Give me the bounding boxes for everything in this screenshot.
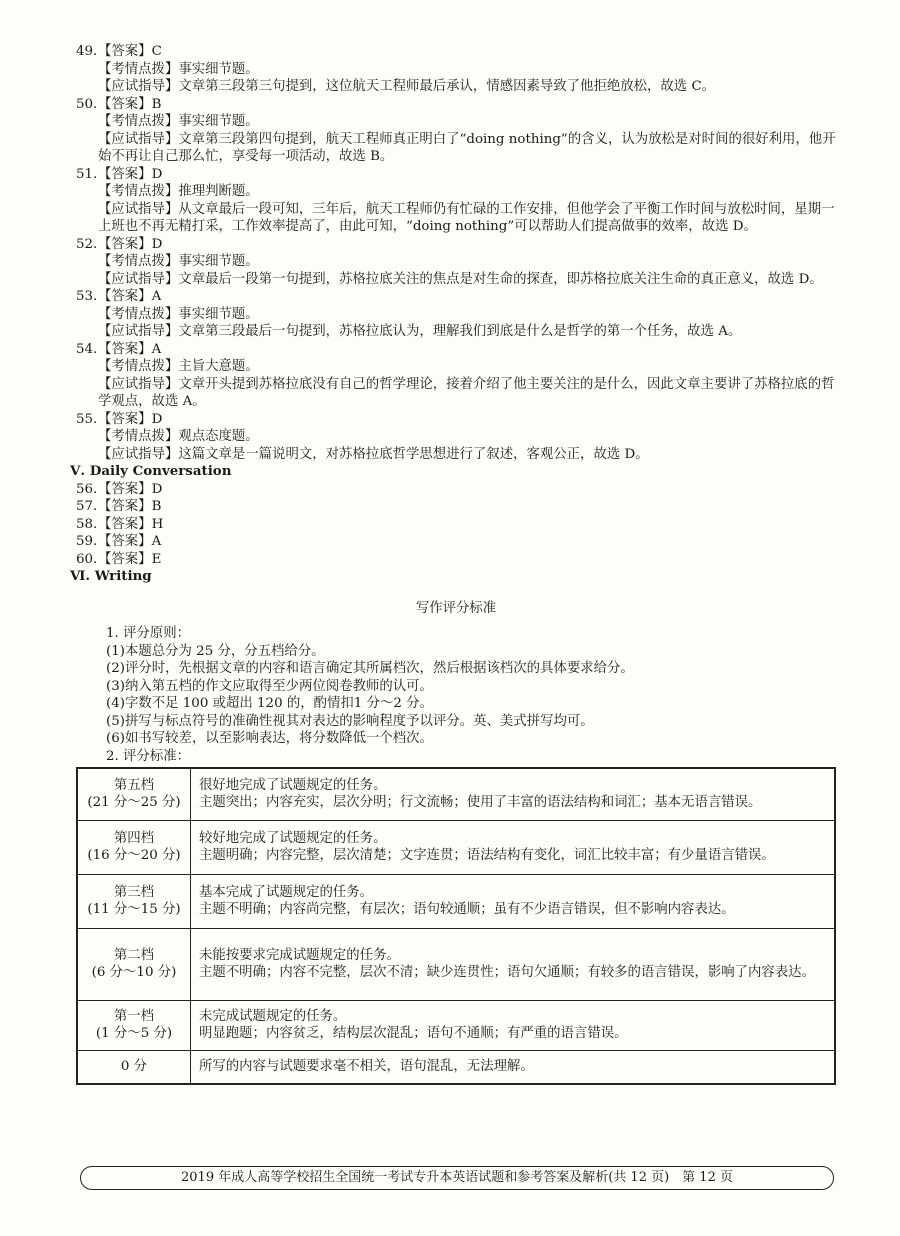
description-summary: 很好地完成了试题规定的任务。 (199, 777, 387, 793)
answer-line (76, 533, 836, 551)
guide-label: 【应试指导】 (98, 376, 179, 392)
principle-item: (1)本题总分为 25 分，分五档给分。 (106, 643, 325, 659)
level-name: 第一档 (113, 1008, 155, 1024)
answer-label: 【答案】 (98, 411, 152, 427)
question-number: 50. (76, 96, 98, 112)
answer-value: B (151, 96, 162, 112)
answer-block (76, 236, 836, 289)
answer-label: 【答案】 (98, 516, 152, 532)
table-row (77, 874, 835, 928)
answer-line (76, 551, 836, 569)
principle-item: (5)拼写与标点符号的准确性视其对表达的影响程度予以评分。英、美式拼写均可。 (106, 713, 594, 729)
section-heading-writing: Ⅵ. Writing (70, 568, 152, 584)
tip-label: 【考情点拨】 (98, 359, 179, 374)
principle-item: (2)评分时，先根据文章的内容和语言确定其所属档次，然后根据该档次的具体要求给分。 (106, 661, 634, 676)
answer-line (76, 43, 836, 61)
table-row (77, 820, 835, 874)
guide-text: 文章第三段最后一句提到，苏格拉底认为，理解我们到底是什么是哲学的第一个任务，故选 A。 (178, 324, 742, 339)
table-row (77, 1000, 835, 1050)
guide-line (76, 446, 836, 464)
tip-line (76, 61, 836, 79)
question-number: 51. (76, 166, 98, 182)
answer-block (76, 43, 836, 96)
description-detail: 主题不明确；内容不完整，层次不清；缺少连贯性；语句欠通顺；有较多的语言错误，影响了内容表达。 (199, 965, 815, 980)
answer-value: D (151, 411, 163, 427)
guide-label: 【应试指导】 (98, 446, 179, 462)
description-summary: 较好地完成了试题规定的任务。 (199, 830, 387, 846)
answer-label: 【答案】 (98, 341, 152, 357)
guide-label: 【应试指导】 (98, 324, 179, 339)
answer-line (76, 498, 836, 516)
guide-label: 【应试指导】 (98, 79, 179, 94)
description-detail: 主题突出；内容充实，层次分明；行文流畅；使用了丰富的语法结构和词汇；基本无语言错误。 (199, 795, 762, 811)
answer-label: 【答案】 (98, 534, 152, 549)
answer-label: 【答案】 (98, 499, 152, 514)
answer-line (76, 288, 836, 306)
tip-text: 事实细节题。 (178, 254, 259, 269)
level-cell (77, 928, 191, 1000)
tip-line (76, 358, 836, 376)
level-range: (11 分～15 分) (87, 902, 181, 917)
answer-value: D (151, 166, 163, 182)
answer-block (76, 341, 836, 411)
principle-item: (6)如书写较差，以至影响表达，将分数降低一个档次。 (106, 731, 433, 746)
table-row (77, 928, 835, 1000)
guide-label: 【应试指导】 (98, 201, 179, 217)
question-number: 54. (76, 341, 98, 357)
guide-text: 文章第三段第三句提到，这位航天工程师最后承认，情感因素导致了他拒绝放松，故选 C。 (178, 79, 716, 94)
tip-label: 【考情点拨】 (98, 429, 179, 444)
description-summary: 基本完成了试题规定的任务。 (199, 884, 374, 900)
tip-text: 观点态度题。 (178, 429, 259, 444)
description-detail: 明显跑题；内容贫乏，结构层次混乱；语句不通顺；有严重的语言错误。 (199, 1026, 628, 1041)
level-cell (77, 820, 191, 874)
level-cell (77, 1050, 191, 1084)
answer-value: A (151, 289, 162, 304)
writing-criteria-title: 写作评分标准 (415, 600, 497, 616)
guide-label: 【应试指导】 (98, 271, 179, 287)
answer-block (76, 166, 836, 236)
question-number: 53. (76, 289, 98, 304)
description-summary: 所写的内容与试题要求毫不相关，语句混乱，无法理解。 (199, 1059, 534, 1074)
daily-conversation-answers (76, 481, 836, 569)
table-row (77, 1050, 835, 1084)
description-cell (191, 820, 836, 874)
section-heading-daily-conversation: Ⅴ. Daily Conversation (70, 463, 232, 479)
scoring-standards-table (76, 767, 836, 1085)
question-number: 57. (76, 499, 98, 514)
description-detail: 主题不明确；内容尚完整，有层次；语句较通顺；虽有不少语言错误，但不影响内容表达。 (199, 902, 735, 917)
question-number: 49. (76, 44, 98, 59)
answer-label: 【答案】 (98, 96, 152, 112)
answer-line (76, 96, 836, 114)
answer-block (76, 288, 836, 341)
guide-text: 这篇文章是一篇说明文，对苏格拉底哲学思想进行了叙述，客观公正，故选 D。 (178, 446, 649, 462)
tip-text: 事实细节题。 (178, 306, 259, 322)
answer-value: E (151, 551, 162, 567)
answer-value: D (151, 481, 163, 497)
table-row (77, 768, 835, 820)
level-range: (16 分～20 分) (87, 848, 181, 863)
level-cell (77, 768, 191, 820)
answer-value: A (151, 341, 162, 357)
description-cell (191, 928, 836, 1000)
guide-line (76, 131, 836, 166)
answer-block (76, 411, 836, 464)
principle-item: (4)字数不足 100 或超出 120 的，酌情扣1 分～2 分。 (106, 696, 433, 711)
tip-label: 【考情点拨】 (98, 61, 179, 77)
page-footer: 2019 年成人高等学校招生全国统一考试专升本英语试题和参考答案及解析(共 12 页) 第 12 页 (80, 1166, 834, 1190)
tip-line (76, 183, 836, 201)
question-number: 52. (76, 236, 98, 252)
answer-value: A (151, 534, 162, 549)
question-number: 56. (76, 481, 98, 497)
tip-label: 【考情点拨】 (98, 254, 179, 269)
answer-value: C (151, 44, 162, 59)
answer-line (76, 166, 836, 184)
answer-line (76, 341, 836, 359)
description-cell (191, 1050, 836, 1084)
answer-block (76, 96, 836, 166)
answer-label: 【答案】 (98, 481, 152, 497)
tip-label: 【考情点拨】 (98, 184, 179, 199)
answer-line (76, 481, 836, 499)
guide-line (76, 78, 836, 96)
guide-line (76, 201, 836, 236)
answer-line (76, 516, 836, 534)
answer-label: 【答案】 (98, 166, 152, 182)
answer-line (76, 411, 836, 429)
guide-line (76, 323, 836, 341)
level-name: 第五档 (113, 777, 155, 793)
answer-value: H (151, 516, 164, 532)
description-detail: 主题明确；内容完整，层次清楚；文字连贯；语法结构有变化，词汇比较丰富；有少量语言错误。 (199, 848, 775, 863)
tip-text: 推理判断题。 (178, 184, 259, 199)
tip-label: 【考情点拨】 (98, 114, 179, 129)
guide-text: 文章开头提到苏格拉底没有自己的哲学理论，接着介绍了他主要关注的是什么，因此文章主要讲了苏格拉底的哲学观点，故选 A。 (98, 376, 835, 409)
description-cell (191, 1000, 836, 1050)
answer-value: B (151, 499, 162, 514)
level-name: 0 分 (120, 1059, 148, 1074)
answer-label: 【答案】 (98, 44, 152, 59)
description-summary: 未能按要求完成试题规定的任务。 (199, 947, 400, 963)
guide-text: 从文章最后一段可知，三年后，航天工程师仍有忙碌的工作安排，但他学会了平衡工作时间与放松时间，星期一上班也不再无精打采，工作效率提高了，由此可知，“doing nothing”可以帮助人们提高做事的效率，故选 D。 (98, 201, 835, 234)
answer-page (70, 43, 836, 1085)
guide-label: 【应试指导】 (98, 131, 179, 147)
tip-line (76, 253, 836, 271)
principles-heading: 1. 评分原则： (106, 626, 190, 641)
description-cell (191, 768, 836, 820)
guide-line (76, 376, 836, 411)
level-range: (1 分～5 分) (95, 1026, 173, 1041)
level-range: (6 分～10 分) (91, 965, 177, 980)
reading-answers (76, 43, 836, 463)
answer-label: 【答案】 (98, 236, 152, 252)
question-number: 60. (76, 551, 98, 567)
tip-text: 主旨大意题。 (178, 359, 259, 374)
level-cell (77, 1000, 191, 1050)
standards-heading: 2. 评分标准： (106, 748, 190, 764)
level-name: 第二档 (113, 947, 155, 963)
level-range: (21 分～25 分) (87, 795, 181, 811)
level-name: 第四档 (113, 830, 155, 846)
question-number: 58. (76, 516, 98, 532)
scoring-principles (76, 625, 836, 765)
answer-label: 【答案】 (98, 551, 152, 567)
tip-text: 事实细节题。 (178, 61, 259, 77)
description-cell (191, 874, 836, 928)
tip-text: 事实细节题。 (178, 114, 259, 129)
tip-label: 【考情点拨】 (98, 306, 179, 322)
guide-text: 文章第三段第四句提到，航天工程师真正明白了“doing nothing”的含义，认为放松是对时间的很好利用，他开始不再让自己那么忙，享受每一项活动，故选 B。 (98, 131, 836, 164)
answer-line (76, 236, 836, 254)
guide-line (76, 271, 836, 289)
answer-value: D (151, 236, 163, 252)
guide-text: 文章最后一段第一句提到，苏格拉底关注的焦点是对生命的探查，即苏格拉底关注生命的真正意义，故选 D。 (178, 271, 823, 287)
tip-line (76, 306, 836, 324)
description-summary: 未完成试题规定的任务。 (199, 1008, 347, 1024)
question-number: 55. (76, 411, 98, 427)
answer-label: 【答案】 (98, 289, 152, 304)
question-number: 59. (76, 534, 98, 549)
level-name: 第三档 (113, 884, 155, 900)
tip-line (76, 428, 836, 446)
level-cell (77, 874, 191, 928)
tip-line (76, 113, 836, 131)
principle-item: (3)纳入第五档的作文应取得至少两位阅卷教师的认可。 (106, 678, 433, 694)
